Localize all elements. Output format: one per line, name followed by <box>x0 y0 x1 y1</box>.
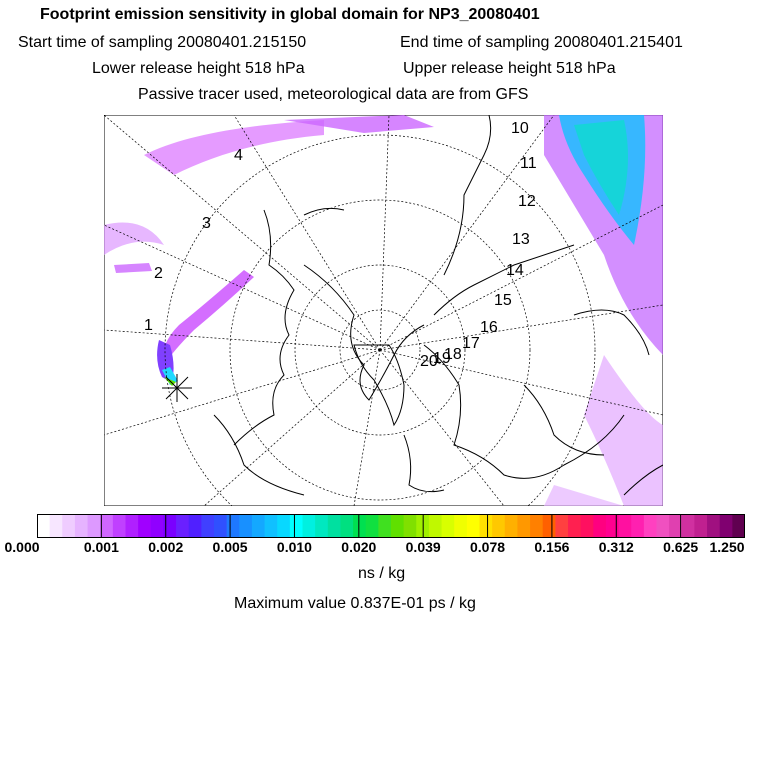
colorbar-cell <box>492 514 505 538</box>
colorbar-cell <box>505 514 518 538</box>
colorbar-tick-label: 0.312 <box>598 539 634 555</box>
colorbar-cell <box>214 514 227 538</box>
colorbar-cell <box>404 514 417 538</box>
colorbar-cell <box>555 514 568 538</box>
colorbar-cell <box>176 514 189 538</box>
colorbar-cell <box>353 514 366 538</box>
colorbar-cell <box>100 514 113 538</box>
colorbar-cell <box>290 514 303 538</box>
colorbar-tick-label: 0.001 <box>83 539 119 555</box>
colorbar-cell <box>606 514 619 538</box>
colorbar-tick-label: 0.010 <box>276 539 312 555</box>
colorbar-cell <box>480 514 493 538</box>
colorbar-cell <box>378 514 391 538</box>
colorbar-cell <box>657 514 670 538</box>
colorbar-cell <box>530 514 543 538</box>
traj-label-13: 13 <box>512 231 530 248</box>
traj-label-10: 10 <box>511 120 529 137</box>
colorbar-cell <box>517 514 530 538</box>
colorbar-tick-label: 0.020 <box>341 539 377 555</box>
colorbar-cell <box>201 514 214 538</box>
traj-label-18: 18 <box>444 346 462 363</box>
traj-label-3: 3 <box>202 215 211 232</box>
colorbar-cell <box>50 514 63 538</box>
traj-label-15: 15 <box>494 292 512 309</box>
traj-label-16: 16 <box>480 319 498 336</box>
colorbar <box>37 514 745 538</box>
colorbar-cell <box>239 514 252 538</box>
colorbar-cell <box>126 514 139 538</box>
colorbar-cell <box>593 514 606 538</box>
tracer-note: Passive tracer used, meteorological data are from GFS <box>138 86 529 103</box>
colorbar-cell <box>138 514 151 538</box>
release-point-marker <box>162 374 192 402</box>
colorbar-tick-label: 0.039 <box>405 539 441 555</box>
colorbar-cell <box>75 514 88 538</box>
traj-label-14: 14 <box>506 262 524 279</box>
colorbar-cell <box>720 514 733 538</box>
colorbar-tick-label: 0.078 <box>470 539 506 555</box>
traj-label-11: 11 <box>520 155 537 172</box>
traj-label-2: 2 <box>154 265 163 282</box>
colorbar-cell <box>37 514 50 538</box>
colorbar-cell <box>88 514 101 538</box>
colorbar-cell <box>619 514 632 538</box>
figure-title: Footprint emission sensitivity in global domain for NP3_20080401 <box>40 6 540 23</box>
colorbar-cell <box>442 514 455 538</box>
traj-label-19: 19 <box>433 350 451 367</box>
traj-label-20: 20 <box>420 353 438 370</box>
colorbar-cell <box>543 514 556 538</box>
colorbar-cell <box>227 514 240 538</box>
colorbar-cell <box>366 514 379 538</box>
colorbar-cell <box>328 514 341 538</box>
traj-label-17: 17 <box>462 335 480 352</box>
colorbar-cell <box>62 514 75 538</box>
traj-label-4: 4 <box>234 147 243 164</box>
colorbar-tick-label: 0.156 <box>534 539 570 555</box>
colorbar-cell <box>277 514 290 538</box>
upper-height-label: Upper release height 518 hPa <box>403 60 616 77</box>
traj-label-12: 12 <box>518 193 536 210</box>
end-time-label: End time of sampling 20080401.215401 <box>400 34 683 51</box>
colorbar-cell <box>429 514 442 538</box>
colorbar-cell <box>189 514 202 538</box>
colorbar-cell <box>682 514 695 538</box>
colorbar-cell <box>581 514 594 538</box>
colorbar-cell <box>340 514 353 538</box>
colorbar-tick-label: 1.250 <box>709 539 745 555</box>
colorbar-cell <box>151 514 164 538</box>
colorbar-cell <box>252 514 265 538</box>
lower-height-label: Lower release height 518 hPa <box>92 60 305 77</box>
colorbar-cell <box>113 514 126 538</box>
maximum-value-label: Maximum value 0.837E-01 ps / kg <box>234 595 476 612</box>
start-time-label: Start time of sampling 20080401.215150 <box>18 34 307 51</box>
colorbar-cell <box>732 514 745 538</box>
colorbar-cell <box>694 514 707 538</box>
colorbar-cell <box>707 514 720 538</box>
colorbar-tick-label: 0.625 <box>663 539 699 555</box>
colorbar-tick-label: 0.000 <box>4 539 40 555</box>
colorbar-units: ns / kg <box>358 565 406 582</box>
colorbar-tick-label: 0.005 <box>212 539 248 555</box>
colorbar-cell <box>467 514 480 538</box>
polar-map <box>104 115 663 506</box>
colorbar-cell <box>391 514 404 538</box>
colorbar-cell <box>303 514 316 538</box>
colorbar-tick-label: 0.002 <box>148 539 184 555</box>
traj-label-1: 1 <box>144 317 153 334</box>
colorbar-cell <box>315 514 328 538</box>
colorbar-cell <box>568 514 581 538</box>
colorbar-cell <box>631 514 644 538</box>
colorbar-cell <box>265 514 278 538</box>
colorbar-cell <box>644 514 657 538</box>
colorbar-cell <box>454 514 467 538</box>
